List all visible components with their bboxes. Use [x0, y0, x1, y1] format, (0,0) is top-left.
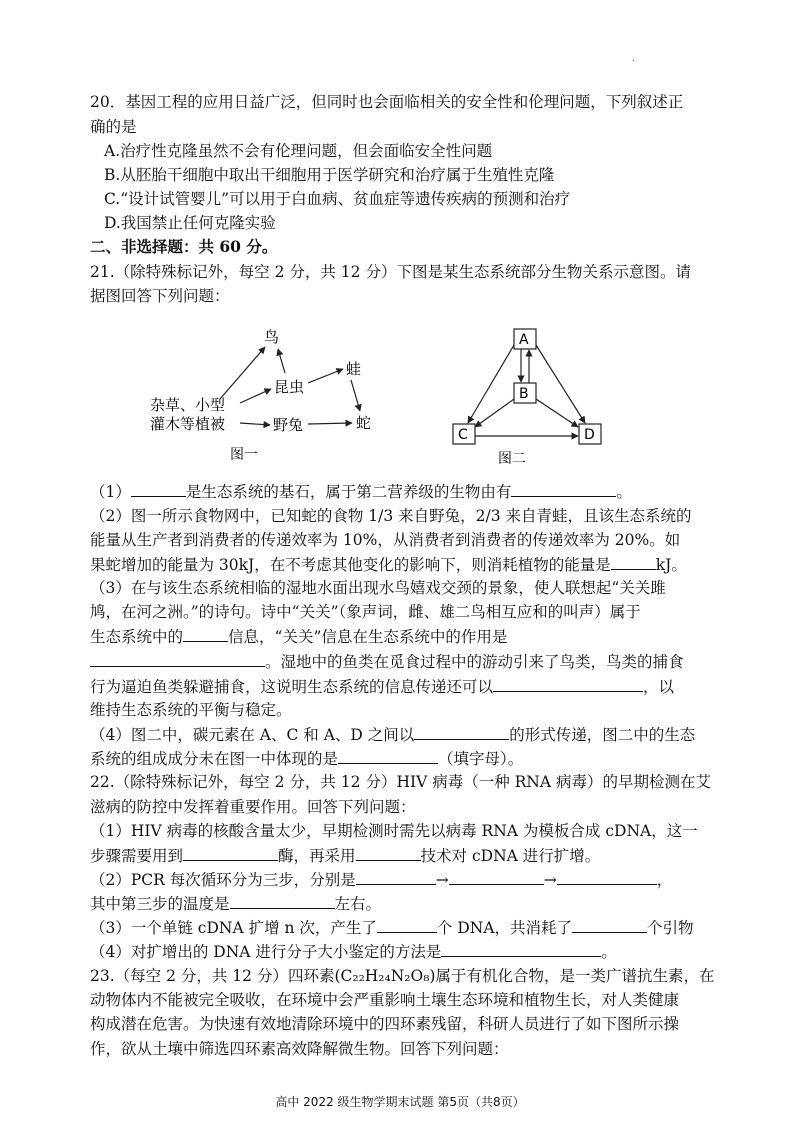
- q21-p3-blank3[interactable]: [493, 676, 643, 692]
- fig1-arrow-plants-rabbit: [240, 423, 270, 425]
- fig1-arrow-rabbit-snake: [308, 423, 352, 424]
- q22-p4-b: 。: [601, 943, 617, 961]
- q22-p2-l2b: 左右。: [334, 895, 382, 913]
- q21-p3-line4: [90, 651, 720, 672]
- q21-p2-line3: [90, 554, 720, 575]
- fig2-label-d: D: [584, 427, 595, 443]
- q21-p4-l2a: 系统的组成成分未在图一中体现的是: [90, 750, 339, 768]
- q22-p3-blank2[interactable]: [572, 917, 647, 933]
- q21-p4-l1b: 的形式传递，图二中的生态: [509, 726, 696, 744]
- q21-p3-line1: （3）在与该生态系统相临的湿地水面出现水鸟嬉戏交颈的景象，使人联想起“关关雎: [90, 579, 666, 597]
- q22-p2-l1end: ，: [656, 871, 673, 889]
- q22-p2-blank1[interactable]: [356, 869, 436, 885]
- q21-stem-line2: 据图回答下列问题：: [90, 287, 230, 305]
- fig1-insect: 昆虫: [274, 378, 305, 396]
- fig2-arrow-a-c: [468, 345, 514, 423]
- q22-p1-line1: （1）HIV 病毒的核酸含量太少，早期检测时需先以病毒 RNA 为模板合成 cDNA，这一: [90, 822, 698, 840]
- q22-p3-a: （3）一个单链 cDNA 扩增 n 次，产生了: [90, 919, 377, 937]
- q22-p1-blank2[interactable]: [356, 845, 421, 861]
- q22-p2-l1a: （2）PCR 每次循环分为三步，分别是: [90, 871, 356, 889]
- fig1-arrow-frog-snake: [351, 380, 360, 411]
- q22-p3-c: 个引物: [647, 919, 694, 937]
- scan-dot: ·: [632, 56, 636, 67]
- fig2-arrow-b-c: [475, 399, 514, 427]
- q21-p2-l3b: kJ。: [655, 556, 687, 574]
- figure2-carbon-cycle: [448, 325, 618, 475]
- q21-p4-l2b: （填字母）。: [438, 750, 524, 768]
- section2-title: 二、非选择题：共 60 分。: [90, 237, 278, 256]
- q21-p4-blank2[interactable]: [338, 748, 438, 764]
- q21-p4-blank1[interactable]: [414, 724, 509, 740]
- q21-p1-blank1[interactable]: [131, 481, 186, 497]
- q21-p3-l3a: 生态系统中的: [90, 628, 184, 646]
- q23-stem-line1: 23.（每空 2 分，共 12 分）四环素(C₂₂H₂₄N₂O₈)属于有机化合物，是一类广谱抗生素，在: [90, 967, 715, 985]
- q21-p3-line3: [90, 626, 720, 647]
- fig1-frog: 蛙: [346, 360, 362, 378]
- page-footer: 高中 2022 级生物学期末试题 第5页（共8页）: [275, 1095, 525, 1109]
- q22-part3: [90, 917, 720, 938]
- q21-p2-blank[interactable]: [611, 554, 656, 570]
- q21-p4-l1a: （4）图二中，碳元素在 A、C 和 A、D 之间以: [90, 726, 415, 744]
- q22-part4: [90, 941, 720, 962]
- fig1-snake: 蛇: [356, 414, 372, 432]
- q21-p1-blank2[interactable]: [511, 481, 616, 497]
- q23-stem-line2: 动物体内不能被完全吸收，在环境中会严重影响土壤生态环境和植物生长，对人类健康: [90, 991, 680, 1009]
- q22-stem-line1: 22.（除特殊标记外，每空 2 分，共 12 分）HIV 病毒（一种 RNA 病毒）的早期检测在艾: [90, 773, 711, 791]
- q21-p3-l4: 。湿地中的鱼类在觅食过程中的游动引来了鸟类，鸟类的捕食: [265, 653, 684, 671]
- fig1-arrow-plants-bird: [220, 347, 265, 399]
- fig2-caption: 图二: [498, 451, 526, 467]
- q20-option-a: A.治疗性克隆虽然不会有伦理问题，但会面临安全性问题: [104, 142, 493, 160]
- q22-p2-blank2[interactable]: [449, 869, 544, 885]
- q22-p4-a: （4）对扩增出的 DNA 进行分子大小鉴定的方法是: [90, 943, 442, 961]
- q22-p2-line2: [90, 893, 720, 914]
- q22-p3-b: 个 DNA，共消耗了: [436, 919, 573, 937]
- q21-p1-c: 。: [616, 483, 632, 501]
- q21-stem-line1: 21.（除特殊标记外，每空 2 分，共 12 分）下图是某生态系统部分生物关系示意图。请: [90, 263, 691, 281]
- fig2-arrow-a-d: [536, 345, 585, 423]
- q21-p4-line1: [90, 724, 720, 745]
- q22-p2-line1: [90, 869, 720, 890]
- q22-p2-blank3[interactable]: [557, 869, 657, 885]
- q21-p3-l5b: ，以: [643, 678, 675, 696]
- q22-p2-arrow2: →: [543, 871, 557, 889]
- q23-stem-line3: 构成潜在危害。为快速有效地清除环境中的四环素残留，科研人员进行了如下图所示操: [90, 1015, 680, 1033]
- fig2-arrow-b-d: [536, 399, 578, 427]
- q21-p3-blank1[interactable]: [183, 626, 228, 642]
- q22-p1-l2a: 步骤需要用到: [90, 847, 184, 865]
- q20-option-b: B.从胚胎干细胞中取出干细胞用于医学研究和治疗属于生殖性克隆: [104, 166, 555, 184]
- q20-option-c: C.“设计试管婴儿”可以用于白血病、贫血症等遗传疾病的预测和治疗: [104, 190, 571, 208]
- q21-p3-blank2[interactable]: [90, 651, 265, 667]
- q21-p2-line2: 能量从生产者到消费者的传递效率为 10%，从消费者到消费者的传递效率为 20%。如: [90, 531, 681, 549]
- fig1-plants-line2: 灌木等植被: [150, 415, 226, 433]
- q22-p1-line2: [90, 845, 720, 866]
- q21-p1-b: 是生态系统的基石，属于第二营养级的生物由有: [185, 483, 512, 501]
- fig2-label-c: C: [458, 427, 468, 443]
- q22-p2-l2a: 其中第三步的温度是: [90, 895, 230, 913]
- q22-stem-line2: 滋病的防控中发挥着重要作用。回答下列问题：: [90, 798, 416, 816]
- q22-p1-l2b: 酶，再采用: [278, 847, 356, 865]
- q21-p3-line2: 鸠，在河之洲。”的诗句。诗中“关关”（象声词，雌、雄二鸟相互应和的叫声）属于: [90, 603, 641, 621]
- q21-p3-line5: [90, 676, 720, 697]
- fig1-arrow-insect-bird: [278, 349, 285, 373]
- fig1-plants-line1: 杂草、小型: [150, 396, 226, 414]
- fig1-arrow-plants-insect: [240, 389, 271, 403]
- q20-option-d: D.我国禁止任何克隆实验: [104, 214, 276, 232]
- figure1-food-web: [140, 325, 400, 475]
- q21-p4-line2: [90, 748, 720, 769]
- q21-part1: [90, 481, 720, 502]
- q20-stem-line2: 确的是: [90, 118, 137, 136]
- q20-stem-line1: 20．基因工程的应用日益广泛，但同时也会面临相关的安全性和伦理问题，下列叙述正: [90, 93, 684, 111]
- q22-p3-blank1[interactable]: [377, 917, 437, 933]
- q21-p3-l3b: 信息，“关关”信息在生态系统中的作用是: [228, 628, 508, 646]
- fig1-arrow-insect-frog: [308, 369, 343, 383]
- fig2-label-b: B: [519, 386, 529, 402]
- fig1-bird: 鸟: [264, 328, 280, 346]
- q22-p1-l2c: 技术对 cDNA 进行扩增。: [420, 847, 601, 865]
- q22-p2-arrow1: →: [435, 871, 449, 889]
- fig2-label-a: A: [519, 332, 529, 348]
- q21-p1-a: （1）: [90, 483, 131, 501]
- q22-p1-blank1[interactable]: [183, 845, 278, 861]
- q21-p2-line1: （2）图一所示食物网中，已知蛇的食物 1/3 来自野兔，2/3 来自青蛙，且该生态系统的: [90, 507, 692, 525]
- fig1-rabbit: 野兔: [273, 416, 304, 434]
- q22-p4-blank[interactable]: [441, 941, 601, 957]
- q21-p2-l3a: 果蛇增加的能量为 30kJ，在不考虑其他变化的影响下，则消耗植物的能量是: [90, 556, 611, 574]
- q22-p2-blank4[interactable]: [230, 893, 335, 909]
- fig1-caption: 图一: [230, 447, 258, 463]
- q21-p3-l5a: 行为逼迫鱼类躲避捕食，这说明生态系统的信息传递还可以: [90, 678, 494, 696]
- q23-stem-line4: 作，欲从土壤中筛选四环素高效降解微生物。回答下列问题：: [90, 1040, 509, 1058]
- q21-p3-line6: 维持生态系统的平衡与稳定。: [90, 701, 292, 719]
